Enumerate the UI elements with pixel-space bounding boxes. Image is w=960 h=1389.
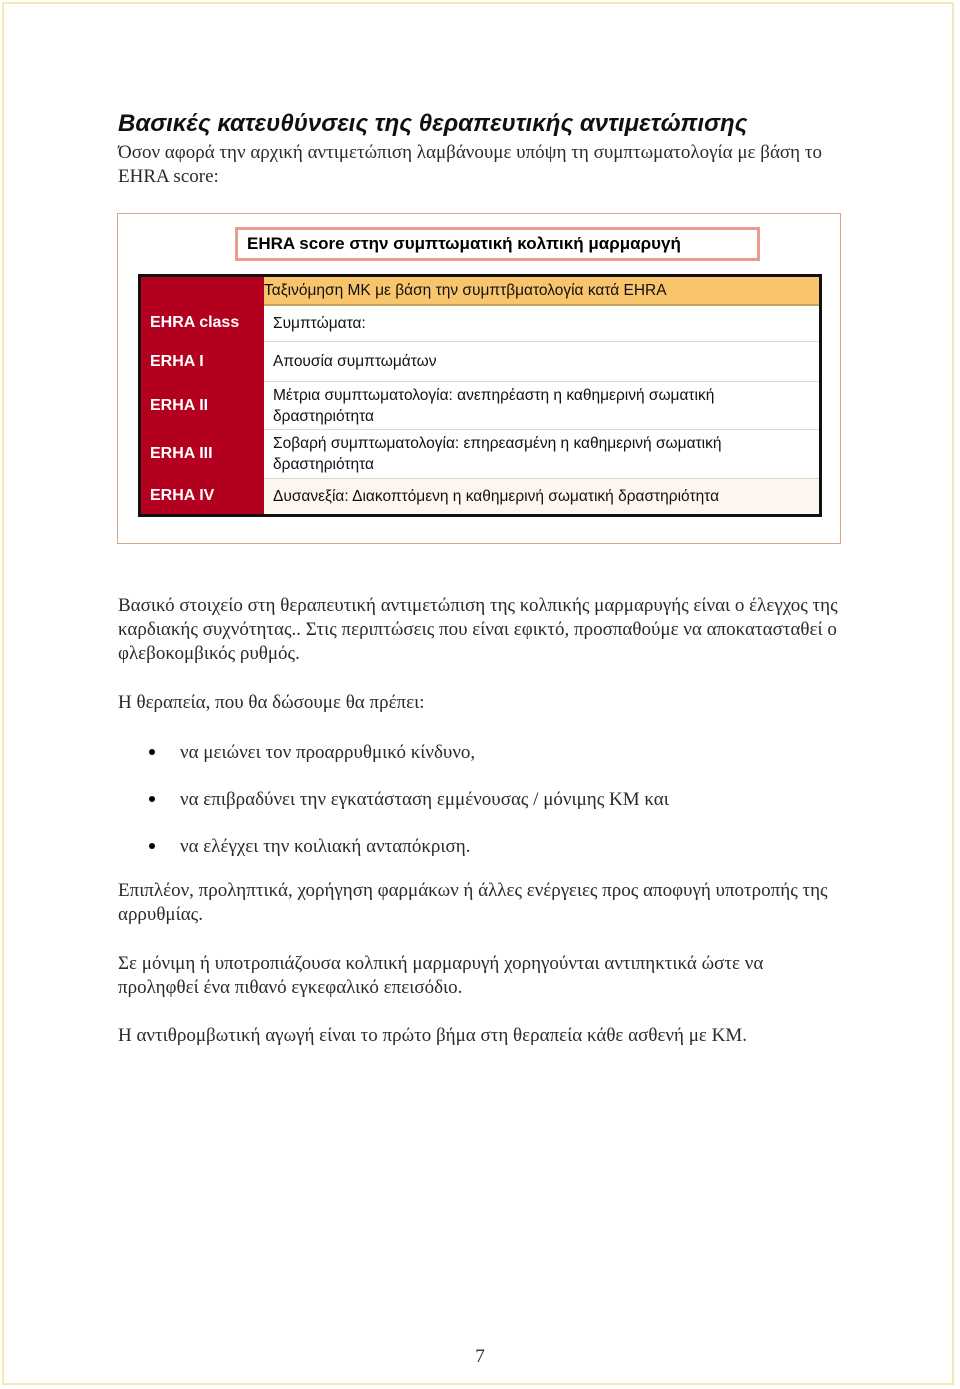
table-row bbox=[140, 479, 821, 516]
paragraph-antithrombotic: Η αντιθρομβωτική αγωγή είναι το πρώτο βήμα στη θεραπεία κάθε ασθενή με ΚΜ. bbox=[118, 1025, 747, 1046]
page-number: 7 bbox=[475, 1346, 485, 1367]
ehra-class-cell: ERHA II bbox=[140, 382, 265, 430]
bullet-icon bbox=[149, 749, 155, 755]
table-header-text: Ταξινόμηση ΜΚ με βάση την συμπτβματολογία κατά EHRA bbox=[264, 281, 667, 299]
paragraph-prevention: Επιπλέον, προληπτικά, χορήγηση φαρμάκων ή άλλες ενέργειες προς αποφυγή υποτροπής της αρρυθμίας. bbox=[118, 880, 828, 925]
figure-title: EHRA score στην συμπτωματική κολπική μαρμαρυγή bbox=[235, 227, 760, 261]
table-header-row bbox=[140, 276, 821, 305]
ehra-description-cell: Σοβαρή συμπτωματολογία: επηρεασμένη η καθημερινή σωματική δραστηριότητα bbox=[264, 430, 821, 479]
list-item-text: να επιβραδύνει την εγκατάσταση εμμένουσας / μόνιμης ΚΜ και bbox=[180, 789, 669, 810]
therapy-goals-list bbox=[118, 735, 838, 876]
ehra-description-cell: Απουσία συμπτωμάτων bbox=[264, 342, 821, 382]
ehra-class-cell: ERHA I bbox=[140, 342, 265, 382]
ehra-figure bbox=[117, 213, 841, 544]
ehra-table bbox=[138, 274, 822, 517]
table-row bbox=[140, 305, 821, 342]
ehra-class-cell: EHRA class bbox=[140, 305, 265, 342]
section-heading: Βασικές κατευθύνσεις της θεραπευτικής αντιμετώπισης bbox=[118, 110, 748, 137]
bullet-icon bbox=[149, 796, 155, 802]
list-item-text: να μειώνει τον προαρρυθμικό κίνδυνο, bbox=[180, 742, 476, 763]
bullet-icon bbox=[149, 843, 155, 849]
ehra-description-cell: Μέτρια συμπτωματολογία: ανεπηρέαστη η καθημερινή σωματική δραστηριότητα bbox=[264, 382, 821, 430]
paragraph-therapy-goals: Η θεραπεία, που θα δώσουμε θα πρέπει: bbox=[118, 692, 425, 713]
ehra-description-cell: Δυσανεξία: Διακοπτόμενη η καθημερινή σωματική δραστηριότητα bbox=[264, 479, 821, 516]
intro-paragraph: Όσον αφορά την αρχική αντιμετώπιση λαμβάνουμε υπόψη τη συμπτωματολογία με βάση το EHRA score: bbox=[118, 142, 822, 187]
table-row bbox=[140, 382, 821, 430]
table-header-left bbox=[140, 276, 265, 305]
ehra-class-cell: ERHA IV bbox=[140, 479, 265, 516]
table-row bbox=[140, 342, 821, 382]
table-row bbox=[140, 430, 821, 479]
list-item bbox=[118, 829, 838, 876]
list-item-text: να ελέγχει την κοιλιακή ανταπόκριση. bbox=[180, 836, 471, 857]
list-item bbox=[118, 782, 838, 829]
table-header-right bbox=[264, 276, 821, 305]
ehra-class-cell: ERHA III bbox=[140, 430, 265, 479]
list-item bbox=[118, 735, 838, 782]
paragraph-rate-control: Βασικό στοιχείο στη θεραπευτική αντιμετώπιση της κολπικής μαρμαρυγής είναι ο έλεγχος της καρδιακής συχνότητας.. Στις περιπτώσεις που είναι εφικτό, προσπαθούμε να αποκατασταθεί ο φλεβοκομβικός ρυθμός. bbox=[118, 595, 838, 664]
paragraph-anticoagulation: Σε μόνιμη ή υποτροπιάζουσα κολπική μαρμαρυγή χορηγούνται αντιπηκτικά ώστε να προληφθεί ένα πιθανό εγκεφαλικό επεισόδιο. bbox=[118, 953, 764, 998]
ehra-description-cell: Συμπτώματα: bbox=[264, 305, 821, 342]
